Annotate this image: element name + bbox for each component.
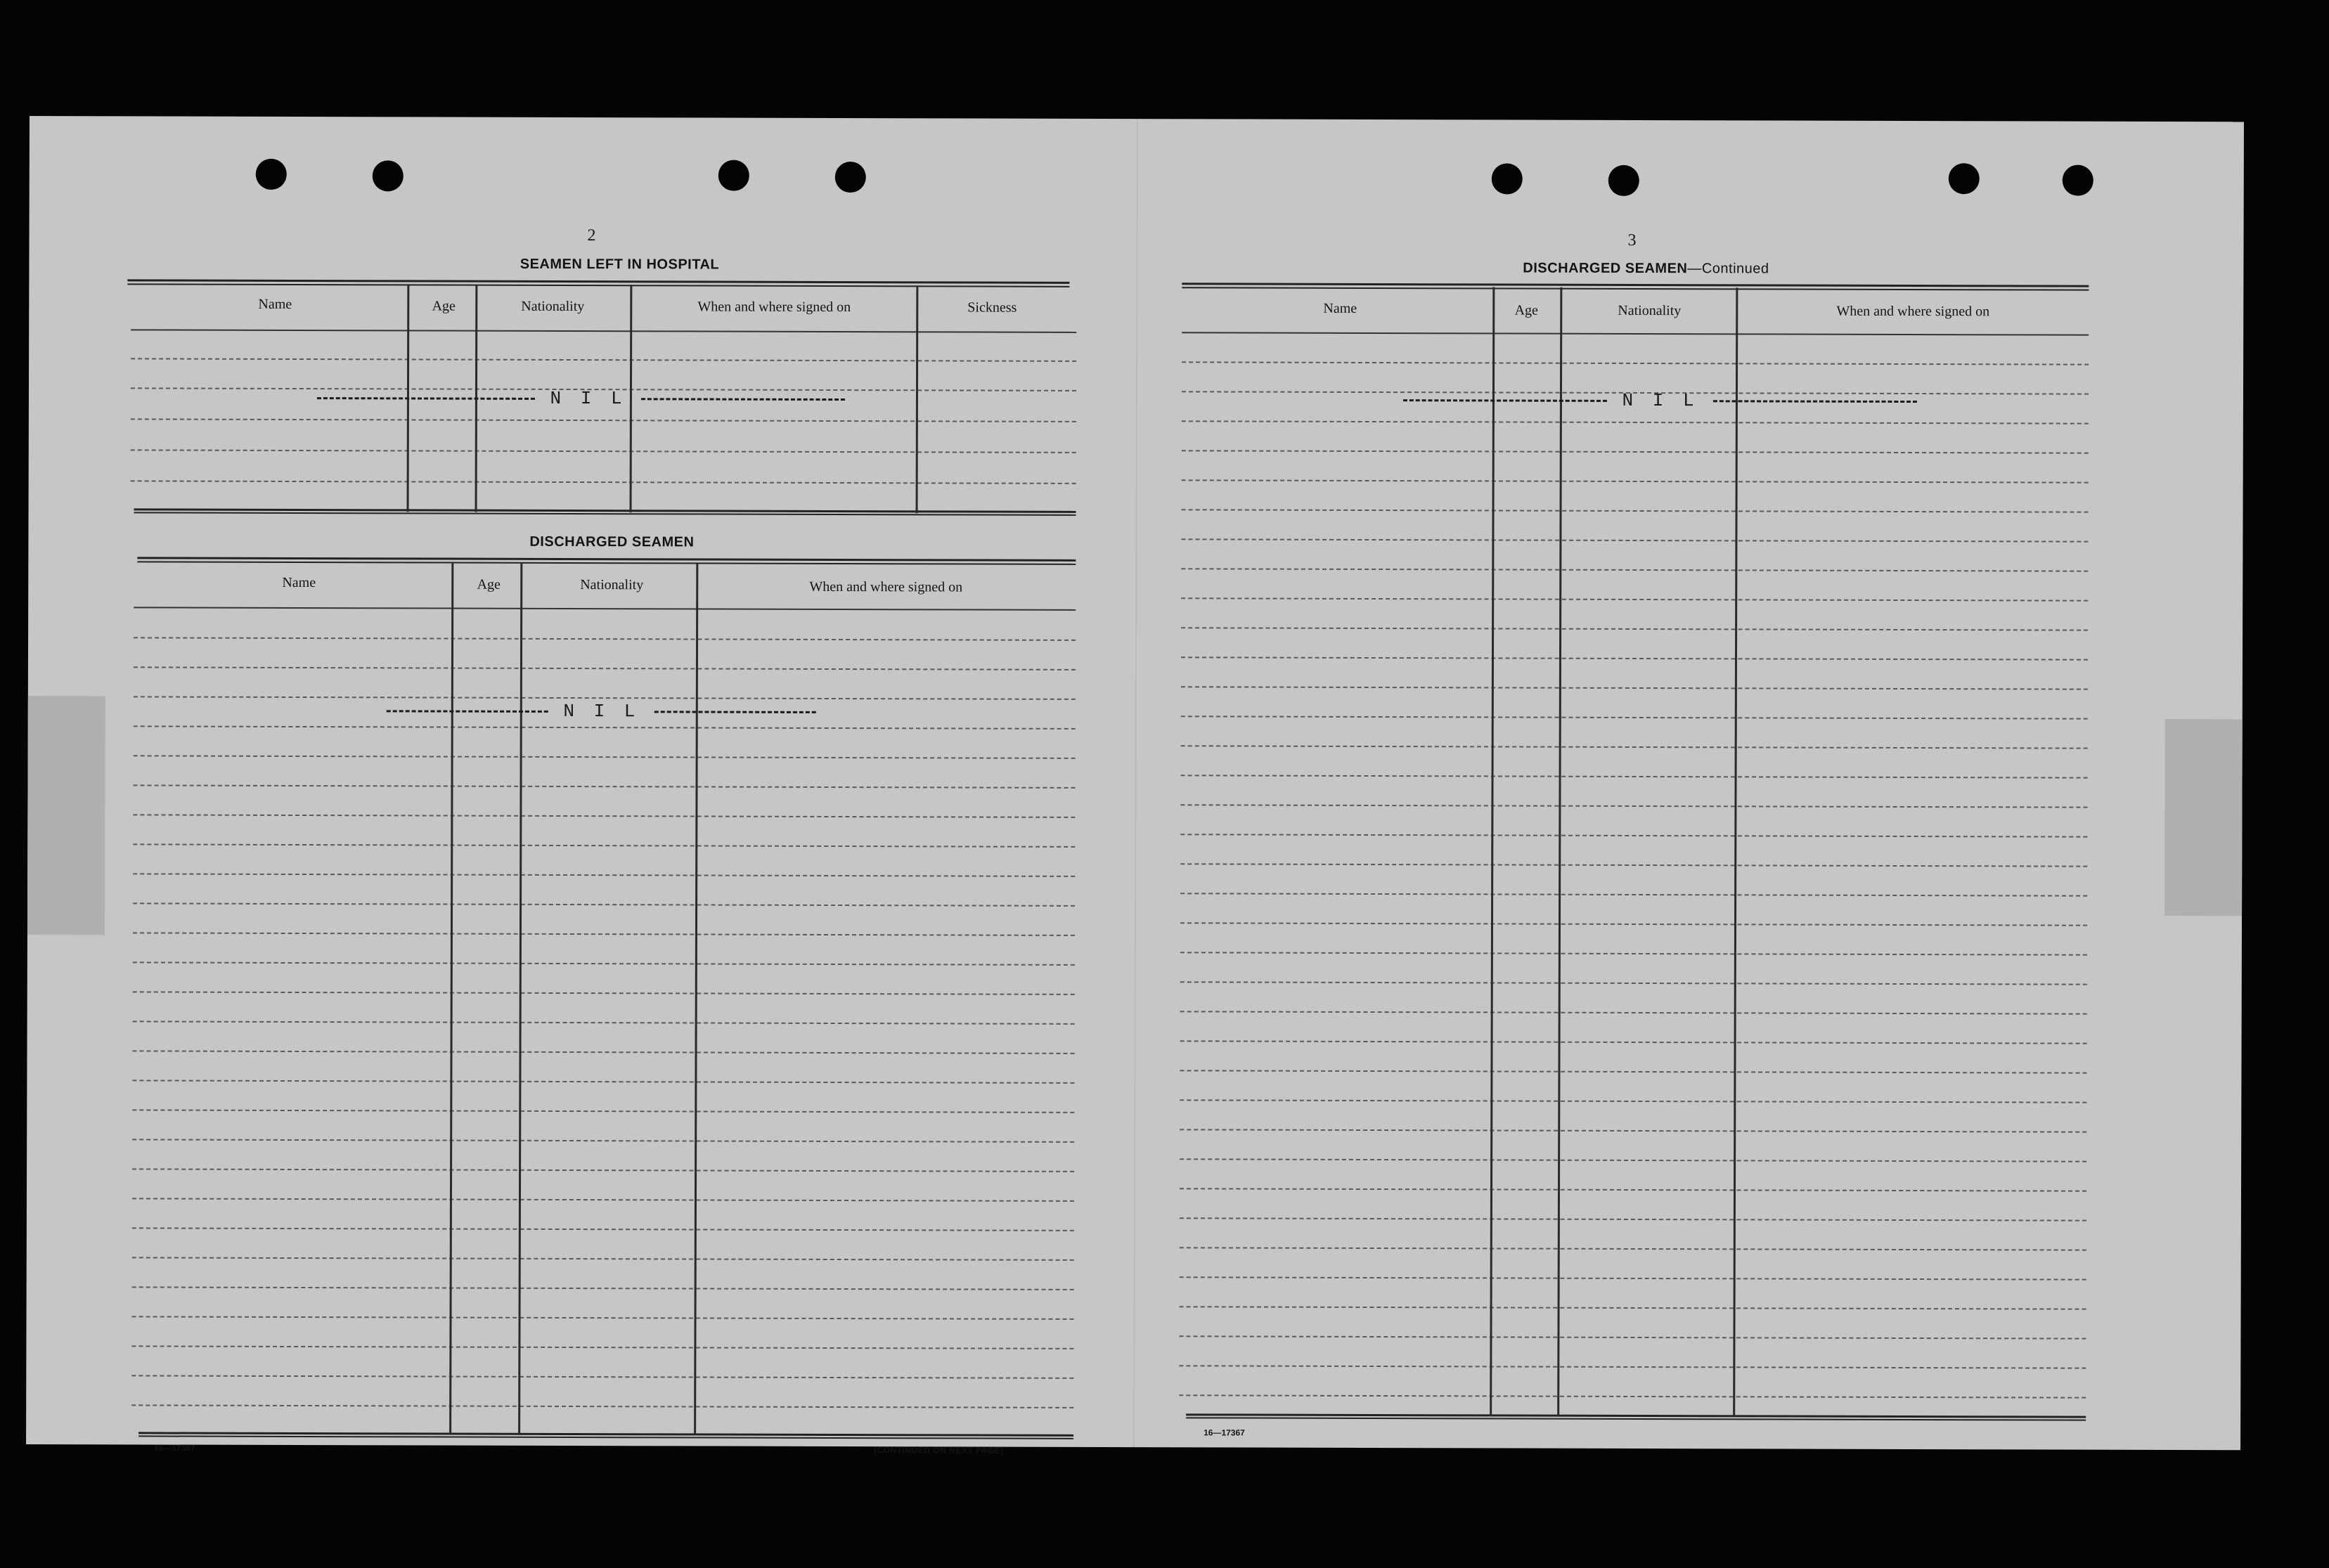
discharged-continued-title bbox=[1400, 260, 1892, 278]
right-row-line bbox=[1181, 775, 2088, 778]
discharged-row-line bbox=[133, 902, 1075, 907]
right-row-line bbox=[1181, 538, 2088, 542]
discharged-row-line bbox=[133, 1050, 1075, 1054]
right-row-line bbox=[1180, 1276, 2086, 1280]
right-col-age: Age bbox=[1514, 302, 1538, 318]
discharged-bottom-rule bbox=[138, 1432, 1073, 1439]
right-col-divider bbox=[1733, 287, 1738, 1416]
right-row-line bbox=[1180, 1099, 2086, 1103]
hospital-bottom-rule bbox=[134, 508, 1076, 516]
right-row-line bbox=[1180, 1188, 2086, 1191]
discharged-col-age: Age bbox=[477, 576, 501, 592]
discharged-continued-suffix: —Continued bbox=[1687, 261, 1769, 277]
discharged-header-rule bbox=[134, 607, 1076, 611]
right-form-number: 16—17367 bbox=[1204, 1427, 1245, 1438]
right-col-nationality: Nationality bbox=[1618, 302, 1682, 319]
hospital-col-signed-on: When and where signed on bbox=[697, 299, 851, 316]
right-row-line bbox=[1181, 715, 2088, 719]
right-col-divider bbox=[1557, 287, 1562, 1416]
hospital-row-line bbox=[131, 358, 1076, 362]
hospital-header-rule bbox=[131, 329, 1076, 333]
left-edge-tab bbox=[27, 696, 105, 935]
hospital-col-sickness: Sickness bbox=[967, 299, 1017, 316]
right-row-line bbox=[1181, 656, 2088, 660]
right-top-rule bbox=[1182, 283, 2089, 290]
discharged-row-line bbox=[132, 1257, 1074, 1261]
discharged-continued-title-text: DISCHARGED SEAMEN bbox=[1523, 260, 1688, 277]
hospital-row-line bbox=[131, 418, 1076, 422]
discharged-row-line bbox=[132, 1109, 1074, 1113]
right-edge-tab bbox=[2165, 719, 2243, 916]
discharged-row-line bbox=[131, 1404, 1073, 1408]
right-col-name: Name bbox=[1323, 300, 1357, 316]
discharged-col-divider bbox=[449, 564, 453, 1435]
discharged-top-rule bbox=[137, 557, 1076, 564]
hospital-top-rule bbox=[127, 279, 1069, 287]
discharged-row-line bbox=[132, 1286, 1074, 1290]
discharged-row-line bbox=[133, 932, 1075, 936]
right-nil-entry bbox=[1403, 389, 1917, 412]
punch-hole bbox=[373, 160, 404, 191]
discharged-row-line bbox=[132, 1168, 1074, 1172]
punch-hole bbox=[718, 160, 749, 191]
discharged-row-line bbox=[133, 961, 1075, 966]
discharged-row-line bbox=[134, 784, 1076, 789]
right-row-line bbox=[1180, 863, 2087, 867]
discharged-col-nationality: Nationality bbox=[580, 577, 644, 593]
right-row-line bbox=[1181, 597, 2088, 601]
right-row-line bbox=[1179, 1335, 2086, 1339]
discharged-nil-text: N I L bbox=[563, 700, 640, 723]
punch-hole bbox=[835, 162, 866, 193]
discharged-row-line bbox=[134, 696, 1076, 700]
right-row-line bbox=[1180, 1070, 2086, 1073]
right-page-number: 3 bbox=[1627, 231, 1637, 250]
hospital-col-divider bbox=[916, 285, 919, 513]
discharged-section-title: DISCHARGED SEAMEN bbox=[529, 533, 695, 550]
discharged-col-divider bbox=[694, 564, 698, 1435]
continued-note: [CONTINUED ON NEXT PAGE] bbox=[874, 1445, 1004, 1456]
right-row-line bbox=[1179, 1394, 2086, 1398]
document-sheet bbox=[26, 116, 2244, 1456]
hospital-nil-entry bbox=[317, 387, 845, 410]
hospital-nil-text: N I L bbox=[550, 387, 626, 410]
left-form-number: 16—17367 bbox=[154, 1443, 195, 1453]
discharged-row-line bbox=[131, 1345, 1073, 1349]
right-row-line bbox=[1180, 1306, 2086, 1309]
right-row-line bbox=[1181, 686, 2088, 689]
discharged-nil-entry bbox=[387, 700, 816, 723]
right-row-line bbox=[1179, 1365, 2086, 1368]
right-row-line bbox=[1180, 1217, 2086, 1221]
punch-hole bbox=[1949, 163, 1980, 194]
right-nil-text: N I L bbox=[1622, 389, 1698, 412]
right-row-line bbox=[1182, 509, 2089, 512]
discharged-col-divider bbox=[518, 564, 522, 1435]
discharged-row-line bbox=[131, 1375, 1073, 1379]
discharged-row-line bbox=[132, 1139, 1074, 1143]
discharged-row-line bbox=[132, 1198, 1074, 1202]
center-fold bbox=[1133, 119, 1138, 1447]
discharged-row-line bbox=[134, 725, 1076, 730]
right-row-line bbox=[1180, 1040, 2087, 1044]
punch-hole bbox=[1492, 163, 1523, 194]
right-row-line bbox=[1181, 745, 2088, 749]
punch-hole bbox=[1608, 165, 1639, 196]
right-row-line bbox=[1180, 1129, 2086, 1132]
right-col-divider bbox=[1490, 287, 1495, 1415]
discharged-row-line bbox=[132, 1316, 1074, 1320]
right-row-line bbox=[1182, 450, 2089, 453]
discharged-row-line bbox=[134, 666, 1076, 670]
hospital-col-age: Age bbox=[432, 298, 456, 314]
right-bottom-rule bbox=[1186, 1413, 2086, 1420]
right-col-signed-on: When and where signed on bbox=[1836, 303, 1990, 320]
discharged-row-line bbox=[133, 843, 1075, 848]
discharged-col-name: Name bbox=[282, 574, 316, 591]
right-row-line bbox=[1180, 834, 2087, 837]
discharged-row-line bbox=[133, 991, 1075, 995]
punch-hole bbox=[2063, 165, 2093, 196]
right-row-line bbox=[1180, 981, 2087, 985]
discharged-row-line bbox=[133, 873, 1075, 877]
hospital-col-nationality: Nationality bbox=[521, 298, 585, 315]
right-row-line bbox=[1180, 1247, 2086, 1250]
right-row-line bbox=[1182, 479, 2089, 483]
right-row-line bbox=[1180, 922, 2087, 926]
discharged-col-signed-on: When and where signed on bbox=[809, 578, 963, 595]
right-row-line bbox=[1181, 568, 2088, 571]
hospital-col-name: Name bbox=[258, 296, 292, 312]
right-header-rule bbox=[1182, 332, 2089, 335]
discharged-row-line bbox=[133, 1021, 1075, 1025]
right-row-line bbox=[1180, 1158, 2086, 1162]
hospital-section-title: SEAMEN LEFT IN HOSPITAL bbox=[520, 256, 720, 273]
right-row-line bbox=[1180, 952, 2087, 955]
right-row-line bbox=[1181, 627, 2088, 630]
discharged-row-line bbox=[134, 755, 1076, 759]
punch-hole bbox=[256, 159, 287, 190]
discharged-row-line bbox=[134, 637, 1076, 641]
discharged-row-line bbox=[133, 814, 1075, 818]
hospital-row-line bbox=[131, 449, 1076, 453]
hospital-row-line bbox=[131, 480, 1076, 484]
discharged-row-line bbox=[132, 1080, 1074, 1084]
right-row-line bbox=[1180, 893, 2087, 896]
right-row-line bbox=[1180, 1011, 2087, 1014]
right-row-line bbox=[1182, 361, 2089, 365]
left-page-number: 2 bbox=[587, 226, 596, 245]
discharged-row-line bbox=[132, 1227, 1074, 1231]
right-row-line bbox=[1180, 804, 2087, 808]
right-row-line bbox=[1182, 420, 2089, 424]
